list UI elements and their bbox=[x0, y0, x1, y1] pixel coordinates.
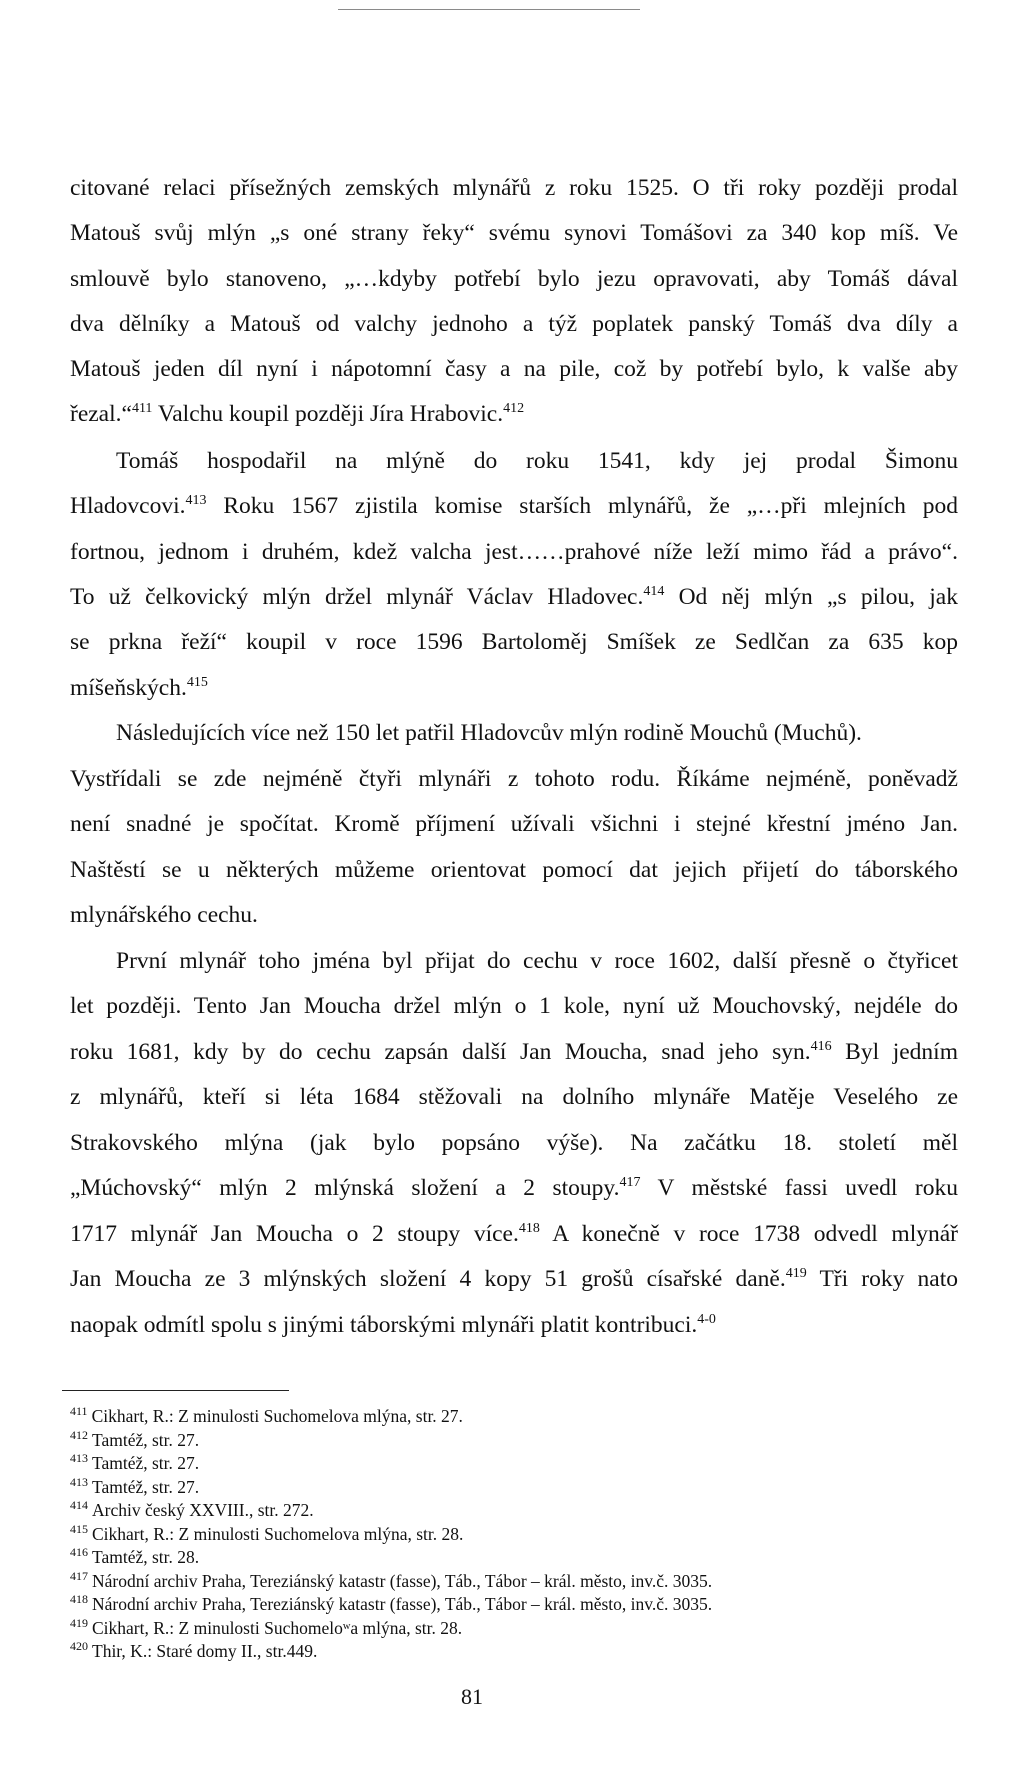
top-rule bbox=[338, 9, 640, 10]
text-line-content: Tři roky nato bbox=[806, 1266, 958, 1292]
footnote-number: 413 bbox=[70, 1451, 88, 1465]
text-line bbox=[70, 1170, 958, 1206]
footnote-number: 420 bbox=[70, 1639, 88, 1653]
text-line-content: se prkna řeží“ koupil v roce 1596 Bartoloměj Smíšek ze Sedlčan za 635 kop bbox=[70, 629, 958, 655]
text-line bbox=[70, 579, 958, 615]
footnote-reference[interactable]: 413 bbox=[185, 493, 207, 508]
text-line bbox=[116, 715, 958, 751]
text-line-content: Následujících více než 150 let patřil Hladovcův mlýn rodině Mouchů (Muchů). bbox=[116, 720, 862, 746]
footnote-text: Národní archiv Praha, Tereziánský katastr (fasse), Táb., Tábor – král. město, inv.č. 3035. bbox=[92, 1594, 713, 1614]
footnote-text: Tamtéž, str. 27. bbox=[92, 1453, 200, 1473]
footnote-text: Cikhart, R.: Z minulosti Suchomeloʷa mlýna, str. 28. bbox=[92, 1618, 463, 1638]
footnote-number: 415 bbox=[70, 1522, 88, 1536]
text-line bbox=[70, 534, 958, 570]
text-line-content: řezal.“ bbox=[70, 401, 132, 427]
text-line bbox=[70, 670, 958, 706]
text-line-content: „Múchovský“ mlýn 2 mlýnská složení a 2 stoupy. bbox=[70, 1175, 620, 1201]
text-line-content: není snadné je spočítat. Kromě příjmení užívali všichni i stejné křestní jméno Jan. bbox=[70, 811, 958, 837]
text-line bbox=[70, 1216, 958, 1252]
footnote-reference[interactable]: 414 bbox=[643, 584, 665, 599]
text-line-content: 1717 mlynář Jan Moucha o 2 stoupy více. bbox=[70, 1221, 519, 1247]
text-line-content: To už čelkovický mlýn držel mlynář Václav Hladovec. bbox=[70, 584, 644, 610]
text-line-content: Tomáš hospodařil na mlýně do roku 1541, kdy jej prodal Šimonu bbox=[116, 448, 958, 474]
text-line bbox=[70, 396, 958, 432]
text-line-content: citované relaci přísežných zemských mlynářů z roku 1525. O tři roky později prodal bbox=[70, 175, 958, 201]
footnote bbox=[70, 1451, 199, 1475]
text-line-content: Roku 1567 zjistila komise starších mlynářů, že „…při mlejních pod bbox=[206, 493, 958, 519]
text-line bbox=[70, 761, 958, 797]
footnote-number: 412 bbox=[70, 1428, 88, 1442]
text-line bbox=[70, 215, 958, 251]
text-line-content: mlynářského cechu. bbox=[70, 902, 258, 928]
footnote-number: 413 bbox=[70, 1475, 88, 1489]
footnote-number: 419 bbox=[70, 1616, 88, 1630]
footnote-number: 414 bbox=[70, 1498, 88, 1512]
footnote-reference[interactable]: 411 bbox=[131, 401, 153, 416]
text-line bbox=[70, 1125, 958, 1161]
footnote-text: Cikhart, R.: Z minulosti Suchomelova mlýna, str. 27. bbox=[91, 1406, 463, 1426]
footnote bbox=[70, 1545, 199, 1569]
footnote bbox=[70, 1592, 712, 1616]
text-line bbox=[70, 261, 958, 297]
footnote-number: 417 bbox=[70, 1569, 88, 1583]
text-line-content: Strakovského mlýna (jak bylo popsáno výše). Na začátku 18. století měl bbox=[70, 1130, 958, 1156]
text-line bbox=[116, 943, 958, 979]
text-line-content: let později. Tento Jan Moucha držel mlýn o 1 kole, nyní už Mouchovský, nejdéle do bbox=[70, 993, 958, 1019]
footnote-text: Národní archiv Praha, Tereziánský katastr (fasse), Táb., Tábor – král. město, inv.č. 3035. bbox=[92, 1571, 713, 1591]
text-line bbox=[70, 351, 958, 387]
footnote-text: Tamtéž, str. 28. bbox=[92, 1547, 200, 1567]
text-line-content: naopak odmítl spolu s jinými táborskými mlynáři platit kontribuci. bbox=[70, 1312, 698, 1338]
footnote-reference[interactable]: 417 bbox=[619, 1175, 641, 1190]
text-line-content: V městské fassi uvedl roku bbox=[640, 1175, 958, 1201]
text-line-content: Vystřídali se zde nejméně čtyři mlynáři z tohoto rodu. Říkáme nejméně, poněvadž bbox=[70, 766, 958, 792]
text-line-content: Naštěstí se u některých můžeme orientovat pomocí dat jejich přijetí do táborského bbox=[70, 857, 958, 883]
footnote-reference[interactable]: 419 bbox=[785, 1266, 807, 1281]
text-line-content: dva dělníky a Matouš od valchy jednoho a týž poplatek panský Tomáš dva díly a bbox=[70, 311, 958, 337]
text-line bbox=[70, 1261, 958, 1297]
footnote-number: 411 bbox=[70, 1404, 88, 1418]
footnote-reference[interactable]: 418 bbox=[518, 1221, 540, 1236]
text-line bbox=[116, 443, 958, 479]
text-line bbox=[70, 1034, 958, 1070]
footnote bbox=[70, 1475, 199, 1499]
text-line bbox=[70, 897, 958, 933]
text-line-content: A konečně v roce 1738 odvedl mlynář bbox=[539, 1221, 958, 1247]
text-line-content: Od něj mlýn „s pilou, jak bbox=[664, 584, 958, 610]
footnote-reference[interactable]: 415 bbox=[186, 675, 208, 690]
footnote-text: Cikhart, R.: Z minulosti Suchomelova mlýna, str. 28. bbox=[92, 1524, 464, 1544]
footnote-number: 416 bbox=[70, 1545, 88, 1559]
text-line bbox=[70, 988, 958, 1024]
page-number: 81 bbox=[461, 1684, 483, 1709]
footnote-reference[interactable]: 4-0 bbox=[697, 1312, 716, 1327]
text-line bbox=[70, 806, 958, 842]
text-line-content: smlouvě bylo stanoveno, „…kdyby potřebí bylo jezu opravovati, aby Tomáš dával bbox=[70, 266, 958, 292]
footnote-reference[interactable]: 416 bbox=[810, 1039, 832, 1054]
text-line-content: z mlynářů, kteří si léta 1684 stěžovali na dolního mlynáře Matěje Veselého ze bbox=[70, 1084, 958, 1110]
text-line-content: Matouš jeden díl nyní i nápotomní časy a na pile, což by potřebí bylo, k valše aby bbox=[70, 356, 958, 382]
text-line-content: Jan Moucha ze 3 mlýnských složení 4 kopy 51 grošů císařské daně. bbox=[70, 1266, 786, 1292]
text-line bbox=[70, 1307, 958, 1343]
text-line-content: Valchu koupil později Jíra Hrabovic. bbox=[152, 401, 504, 427]
footnote-number: 418 bbox=[70, 1592, 88, 1606]
text-line bbox=[70, 170, 958, 206]
text-line-content: První mlynář toho jména byl přijat do cechu v roce 1602, další přesně o čtyřicet bbox=[116, 948, 958, 974]
footnote bbox=[70, 1522, 463, 1546]
footnote bbox=[70, 1404, 463, 1428]
footnote-reference[interactable]: 412 bbox=[503, 401, 525, 416]
text-line-content: míšeňských. bbox=[70, 675, 187, 701]
footnote bbox=[70, 1498, 314, 1522]
footnote bbox=[70, 1616, 462, 1640]
footnote-text: Tamtéž, str. 27. bbox=[92, 1430, 200, 1450]
text-line-content: Hladovcovi. bbox=[70, 493, 186, 519]
footnote-text: Thir, K.: Staré domy II., str.449. bbox=[92, 1641, 318, 1661]
text-line-content: Matouš svůj mlýn „s oné strany řeky“ svému synovi Tomášovi za 340 kop míš. Ve bbox=[70, 220, 958, 246]
text-line bbox=[70, 1079, 958, 1115]
footnote bbox=[70, 1569, 712, 1593]
footnote-text: Archiv český XXVIII., str. 272. bbox=[92, 1500, 314, 1520]
text-line bbox=[70, 852, 958, 888]
text-line-content: roku 1681, kdy by do cechu zapsán další Jan Moucha, snad jeho syn. bbox=[70, 1039, 811, 1065]
text-line-content: Byl jedním bbox=[831, 1039, 958, 1065]
text-line bbox=[70, 306, 958, 342]
text-line bbox=[70, 488, 958, 524]
footnote-separator bbox=[62, 1390, 289, 1391]
text-line-content: fortnou, jednom i druhém, kdež valcha jest……prahové níže leží mimo řád a právo“. bbox=[70, 539, 958, 565]
footnote bbox=[70, 1428, 199, 1452]
text-line bbox=[70, 624, 958, 660]
footnote-text: Tamtéž, str. 27. bbox=[92, 1477, 200, 1497]
footnote bbox=[70, 1639, 317, 1663]
